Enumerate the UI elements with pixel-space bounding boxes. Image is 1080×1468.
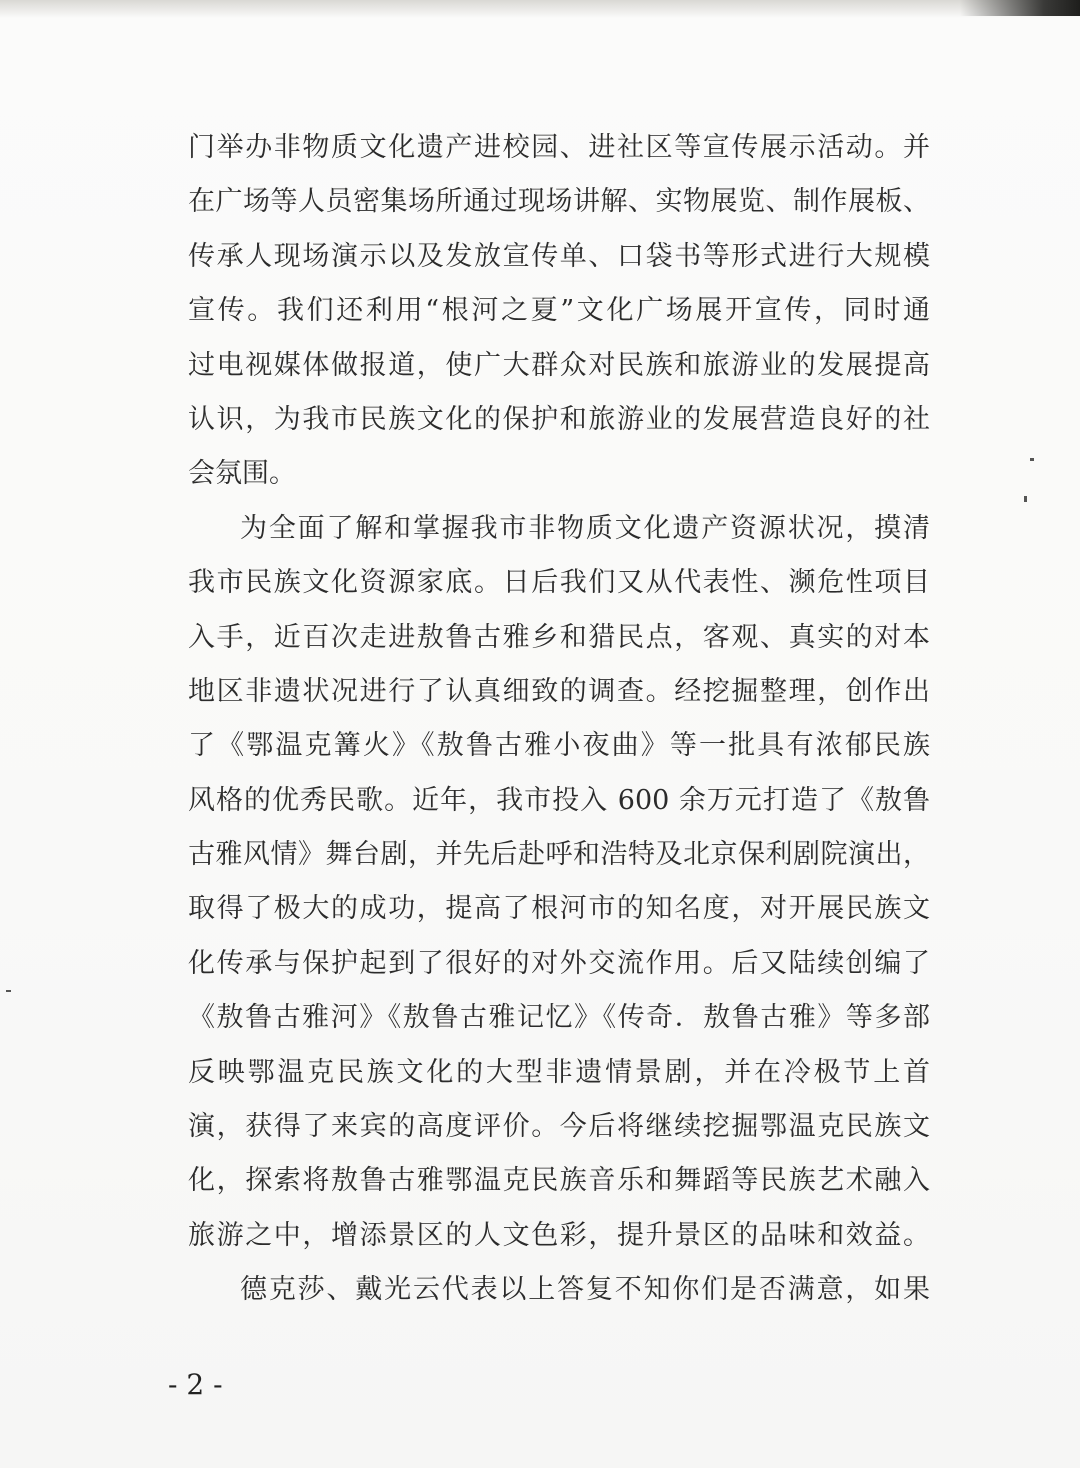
- text-line: 古雅风情》舞台剧，并先后赴呼和浩特及北京保利剧院演出，: [188, 839, 930, 871]
- text-line: 地区非遗状况进行了认真细致的调查。经挖掘整理，创作出: [188, 675, 930, 707]
- text-line: 反映鄂温克民族文化的大型非遗情景剧，并在冷极节上首: [188, 1056, 930, 1088]
- text-line: 化，探索将敖鲁古雅鄂温克民族音乐和舞蹈等民族艺术融入: [188, 1165, 930, 1197]
- scan-speck: [6, 990, 11, 992]
- scan-edge-top: [0, 0, 1080, 18]
- text-line: 旅游之中，增添景区的人文色彩，提升景区的品味和效益。: [188, 1219, 930, 1251]
- scan-speck: [1030, 458, 1034, 461]
- text-line: 化传承与保护起到了很好的对外交流作用。后又陆续创编了: [188, 947, 930, 979]
- text-line: 我市民族文化资源家底。日后我们又从代表性、濒危性项目: [188, 567, 930, 599]
- text-line: 门举办非物质文化遗产进校园、进社区等宣传展示活动。并: [188, 132, 930, 163]
- text-line: 入手，近百次走进敖鲁古雅乡和猎民点，客观、真实的对本: [188, 621, 930, 653]
- text-line: 认识，为我市民族文化的保护和旅游业的发展营造良好的社: [188, 403, 930, 435]
- text-line: 会氛围。: [188, 458, 296, 490]
- text-line: 过电视媒体做报道，使广大群众对民族和旅游业的发展提高: [188, 349, 930, 381]
- text-line: 风格的优秀民歌。近年，我市投入 600 余万元打造了《敖鲁: [188, 784, 930, 816]
- text-line: 宣传。我们还利用“根河之夏”文化广场展开宣传，同时通: [188, 295, 930, 327]
- text-line: 德克莎、戴光云代表以上答复不知你们是否满意，如果: [240, 1274, 930, 1306]
- scan-edge-corner: [960, 0, 1080, 16]
- text-line: 《敖鲁古雅河》《敖鲁古雅记忆》《传奇．敖鲁古雅》等多部: [188, 1002, 930, 1034]
- text-line: 取得了极大的成功，提高了根河市的知名度，对开展民族文: [188, 893, 930, 925]
- text-line: 传承人现场演示以及发放宣传单、口袋书等形式进行大规模: [188, 240, 930, 272]
- page-number: - 2 -: [168, 1368, 223, 1401]
- scan-speck: [1024, 496, 1027, 502]
- text-line: 为全面了解和掌握我市非物质文化遗产资源状况，摸清: [240, 512, 930, 544]
- text-line: 在广场等人员密集场所通过现场讲解、实物展览、制作展板、: [188, 186, 930, 218]
- text-line: 了《鄂温克篝火》《敖鲁古雅小夜曲》等一批具有浓郁民族: [188, 730, 930, 762]
- document-body: [188, 121, 930, 1318]
- text-line: 演，获得了来宾的高度评价。今后将继续挖掘鄂温克民族文: [188, 1111, 930, 1143]
